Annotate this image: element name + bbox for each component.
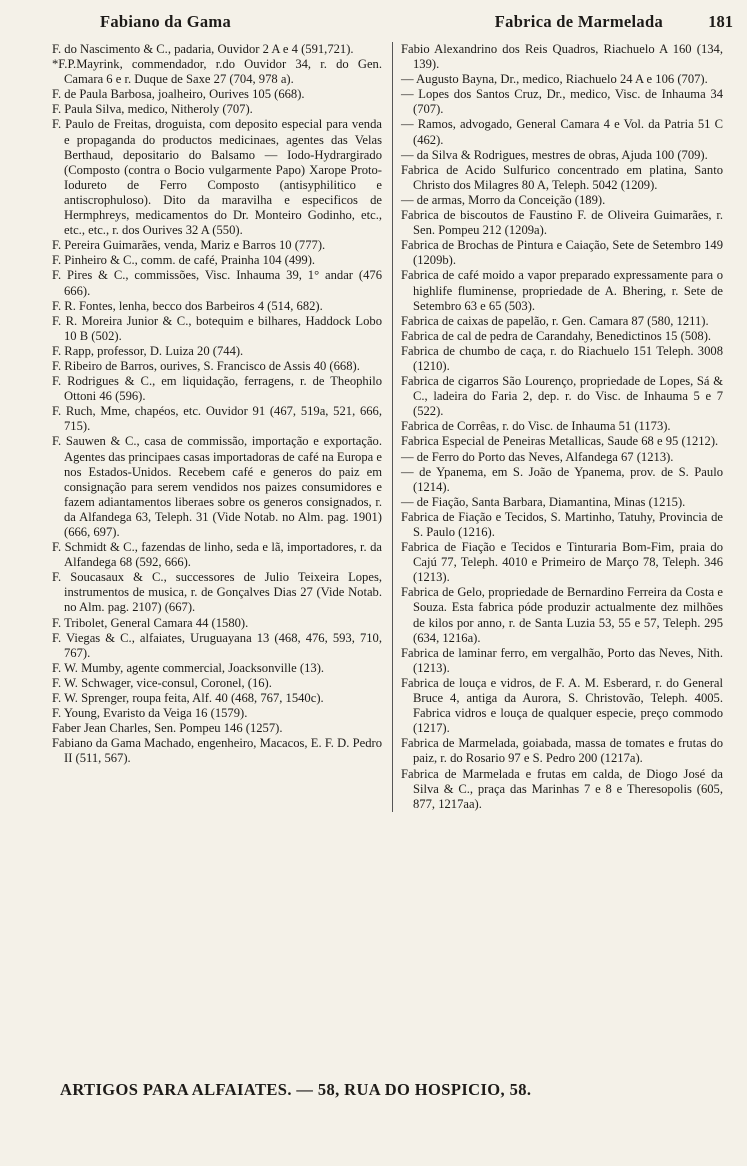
directory-entry: Fabrica de Fiação e Tecidos e Tinturaria Bom-Fim, praia do Cajú 77, Teleph. 4010 e Primeiro de Março 78, Teleph. 346 (1213). bbox=[401, 540, 723, 585]
directory-entry: — de armas, Morro da Conceição (189). bbox=[401, 192, 606, 207]
directory-entry: F. R. Fontes, lenha, becco dos Barbeiros 4 (514, 682). bbox=[52, 298, 323, 313]
directory-entry: Fabrica de Gelo, propriedade de Bernardino Ferreira da Costa e Souza. Esta fabrica póde produzir actualmente dez milhões de kilos por anno, r. de Santa Luzia 53, 55 e 57, Teleph. 295 (634, 1216a). bbox=[401, 585, 723, 645]
directory-entry: F. de Paula Barbosa, joalheiro, Ourives 105 (668). bbox=[52, 87, 305, 102]
columns bbox=[52, 42, 723, 812]
page-header bbox=[52, 12, 733, 40]
directory-entry: F. Paulo de Freitas, droguista, com deposito especial para venda e propaganda do productos medicinaes, agentes das Velas Berthaud, depositario do Balsamo — Iodo-Hydrargirado (Composto (contra o Bocio vulgarmente Papo) Xarope Proto-Iodureto de Ferro Composto (antisyphilitico e antiscrophuloso). Dito da maravilha e especificos de Hermphreys, medicamentos do Dr. Monteiro Godinho, etc., etc., etc., r. dos Ourives 32 A (550). bbox=[52, 117, 382, 238]
directory-entry: F. Pereira Guimarães, venda, Mariz e Barros 10 (777). bbox=[52, 238, 326, 253]
directory-entry: F. W. Schwager, vice-consul, Coronel, (16). bbox=[52, 675, 272, 690]
directory-entry: F. Viegas & C., alfaiates, Uruguayana 13 (468, 476, 593, 710, 767). bbox=[52, 630, 382, 660]
directory-entry: Fabrica de Acido Sulfurico concentrado em platina, Santo Christo dos Milagres 80 A, Teleph. 5042 (1209). bbox=[401, 162, 723, 192]
directory-entry: — de Fiação, Santa Barbara, Diamantina, Minas (1215). bbox=[401, 494, 686, 509]
directory-entry: F. Tribolet, General Camara 44 (1580). bbox=[52, 615, 249, 630]
header-right-title: Fabrica de Marmelada bbox=[494, 12, 663, 31]
directory-entry: Fabrica de louça e vidros, de F. A. M. Esberard, r. do General Bruce 4, antiga da Aurora, S. Christovão, Teleph. 4005. Fabrica vidros e louça de qualquer especie, preço commodo (1217). bbox=[401, 675, 723, 736]
directory-entry: F. do Nascimento & C., padaria, Ouvidor 2 A e 4 (591,721). bbox=[52, 42, 354, 56]
directory-entry: F. Soucasaux & C., successores de Julio Teixeira Lopes, instrumentos de musica, r. de Gonçalves Dias 27 (Vide Notab. no Alm. pag. 2107) (667). bbox=[52, 570, 382, 615]
directory-entry: Fabrica de Brochas de Pintura e Caiação, Sete de Setembro 149 (1209b). bbox=[401, 238, 723, 268]
directory-entry: F. Schmidt & C., fazendas de linho, seda e lã, importadores, r. da Alfandega 68 (592, 666). bbox=[52, 540, 382, 570]
directory-entry: — Ramos, advogado, General Camara 4 e Vol. da Patria 51 C (462). bbox=[401, 117, 723, 147]
page-footer-advert: ARTIGOS PARA ALFAIATES. — 58, RUA DO HOSPICIO, 58. bbox=[60, 1080, 532, 1099]
directory-entry: Fabiano da Gama Machado, engenheiro, Macacos, E. F. D. Pedro II (511, 567). bbox=[52, 736, 382, 766]
directory-entry: Fabrica de Marmelada e frutas em calda, de Diogo José da Silva & C., praça das Marinhas 7 e 8 e Theresopolis (605, 877, 1217aa). bbox=[401, 766, 723, 811]
directory-entry: Fabrica de Corrêas, r. do Visc. de Inhauma 51 (1173). bbox=[401, 419, 671, 434]
header-left-title: Fabiano da Gama bbox=[100, 12, 232, 31]
directory-entry: — da Silva & Rodrigues, mestres de obras, Ajuda 100 (709). bbox=[401, 147, 708, 162]
right-column bbox=[393, 42, 723, 812]
directory-entry: Fabrica de café moido a vapor preparado expressamente para o highlife fluminense, propriedade de A. Bhering, r. Sete de Setembro 63 e 65 (503). bbox=[401, 268, 723, 313]
directory-entry: F. R. Moreira Junior & C., botequim e bilhares, Haddock Lobo 10 B (502). bbox=[52, 313, 382, 343]
directory-entry: — Augusto Bayna, Dr., medico, Riachuelo 24 A e 106 (707). bbox=[401, 72, 708, 87]
directory-entry: F. Rodrigues & C., em liquidação, ferragens, r. de Theophilo Ottoni 46 (596). bbox=[52, 374, 382, 404]
directory-entry: F. Pinheiro & C., comm. de café, Prainha 104 (499). bbox=[52, 253, 316, 268]
directory-entry: F. W. Sprenger, roupa feita, Alf. 40 (468, 767, 1540c). bbox=[52, 691, 324, 706]
directory-entry: Fabrica de Fiação e Tecidos, S. Martinho, Tatuhy, Provincia de S. Paulo (1216). bbox=[401, 509, 723, 539]
directory-entry: F. Rapp, professor, D. Luiza 20 (744). bbox=[52, 343, 244, 358]
directory-entry: Fabrica de Marmelada, goiabada, massa de tomates e frutas do paiz, r. do Rosario 97 e S. Pedro 200 (1217a). bbox=[401, 736, 723, 766]
directory-entry: Fabrica de chumbo de caça, r. do Riachuelo 151 Teleph. 3008 (1210). bbox=[401, 343, 723, 373]
directory-entry: Fabrica de cigarros São Lourenço, propriedade de Lopes, Sá & C., ladeira do Faria 2, dep. r. do Visc. de Inhauma 5 e 7 (522). bbox=[401, 374, 723, 419]
directory-entry: Fabrica de biscoutos de Faustino F. de Oliveira Guimarães, r. Sen. Pompeu 212 (1209a). bbox=[401, 208, 723, 238]
directory-entry: Fabrica de caixas de papelão, r. Gen. Camara 87 (580, 1211). bbox=[401, 313, 709, 328]
directory-entry: Fabio Alexandrino dos Reis Quadros, Riachuelo A 160 (134, 139). bbox=[401, 42, 723, 72]
directory-entry: Fabrica Especial de Peneiras Metallicas, Saude 68 e 95 (1212). bbox=[401, 434, 719, 449]
directory-entry: *F.P.Mayrink, commendador, r.do Ouvidor 34, r. do Gen. Camara 6 e r. Duque de Saxe 27 (704, 978 a). bbox=[52, 57, 382, 87]
directory-entry: F. Ruch, Mme, chapéos, etc. Ouvidor 91 (467, 519a, 521, 666, 715). bbox=[52, 404, 382, 434]
directory-entry: F. Paula Silva, medico, Nitheroly (707). bbox=[52, 102, 253, 117]
directory-entry: — de Ypanema, em S. João de Ypanema, prov. de S. Paulo (1214). bbox=[401, 464, 723, 494]
directory-entry: F. Sauwen & C., casa de commissão, importação e exportação. Agentes das principaes casas importadoras de café na Europa e nos Estados-Unidos. Recebem café e generos do paiz em consignação para serem vendidos nos paizes consumidores e fazem adiantamentos liberaes sobre os generos consignados, r. da Alfandega 63, Teleph. 31 (Vide Notab. no Alm. pag. 1901) (666, 697). bbox=[52, 434, 382, 539]
directory-entry: F. Ribeiro de Barros, ourives, S. Francisco de Assis 40 (668). bbox=[52, 358, 360, 373]
directory-entry: F. Young, Evaristo da Veiga 16 (1579). bbox=[52, 706, 248, 721]
directory-entry: Fabrica de laminar ferro, em vergalhão, Porto das Neves, Nith. (1213). bbox=[401, 645, 723, 675]
directory-entry: F. Pires & C., commissões, Visc. Inhauma 39, 1° andar (476 666). bbox=[52, 268, 382, 298]
page-number: 181 bbox=[708, 12, 733, 31]
directory-entry: Fabrica de cal de pedra de Carandahy, Benedictinos 15 (508). bbox=[401, 328, 712, 343]
directory-entry: Faber Jean Charles, Sen. Pompeu 146 (1257). bbox=[52, 721, 283, 736]
directory-entry: F. W. Mumby, agente commercial, Joacksonville (13). bbox=[52, 660, 325, 675]
directory-entry: — de Ferro do Porto das Neves, Alfandega 67 (1213). bbox=[401, 449, 674, 464]
directory-entry: — Lopes dos Santos Cruz, Dr., medico, Visc. de Inhauma 34 (707). bbox=[401, 87, 723, 117]
left-column bbox=[52, 42, 393, 812]
